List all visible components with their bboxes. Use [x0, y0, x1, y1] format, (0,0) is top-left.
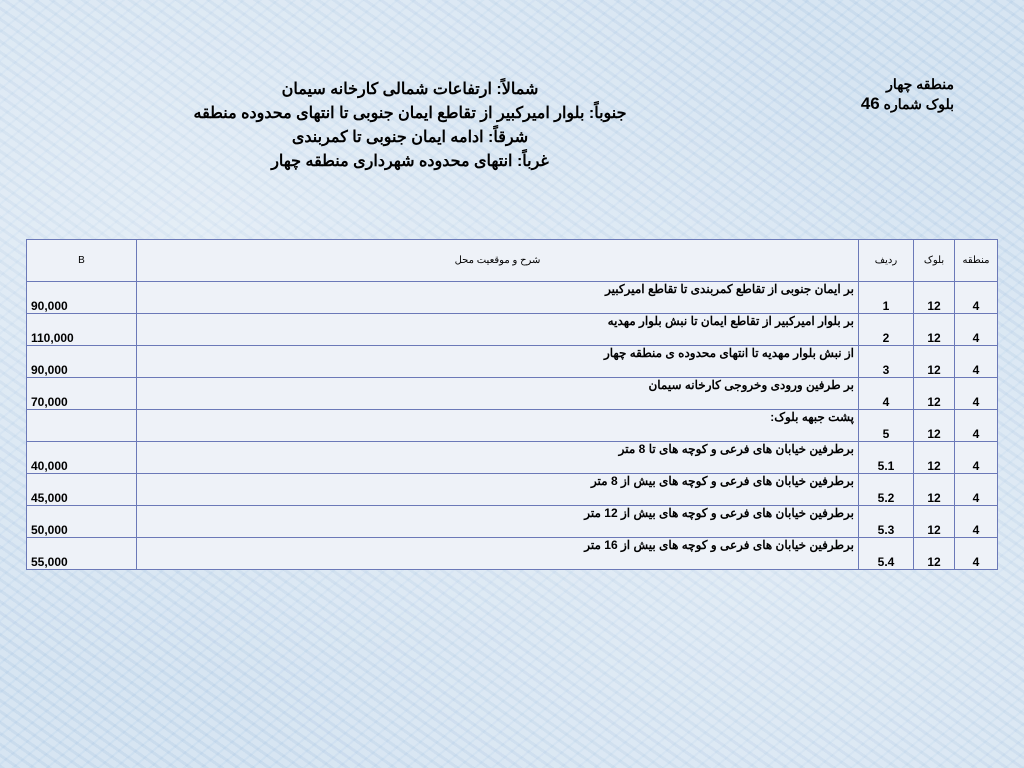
cell-region: 4 [955, 346, 998, 378]
cell-row: 2 [859, 314, 914, 346]
cell-region: 4 [955, 410, 998, 442]
cell-row: 4 [859, 378, 914, 410]
boundary-west: غرباً: انتهای محدوده شهرداری منطقه چهار [271, 153, 549, 170]
header-block: بلوک [914, 240, 955, 282]
cell-block: 12 [914, 378, 955, 410]
cell-row: 1 [859, 282, 914, 314]
table-row [27, 506, 998, 538]
cell-description: برطرفین خیابان های فرعی و کوچه های تا 8 متر [137, 442, 859, 474]
boundary-east: شرقاً: ادامه ایمان جنوبی تا کمربندی [291, 129, 529, 146]
table-row [27, 474, 998, 506]
cell-row: 5.3 [859, 506, 914, 538]
cell-price: 70,000 [27, 378, 137, 410]
cell-block: 12 [914, 410, 955, 442]
boundary-south: جنوباً: بلوار امیرکبیر از تقاطع ایمان جنوبی تا انتهای محدوده منطقه [193, 105, 627, 122]
cell-price [27, 410, 137, 442]
cell-region: 4 [955, 442, 998, 474]
cell-row: 5.2 [859, 474, 914, 506]
cell-description: برطرفین خیابان های فرعی و کوچه های بیش از 8 متر [137, 474, 859, 506]
cell-block: 12 [914, 442, 955, 474]
cell-row: 5.1 [859, 442, 914, 474]
block-label-line [814, 94, 954, 114]
region-name: منطقه چهار [886, 76, 954, 92]
cell-block: 12 [914, 282, 955, 314]
header-description: شرح و موقعیت محل [137, 240, 859, 282]
cell-price: 55,000 [27, 538, 137, 570]
cell-block: 12 [914, 314, 955, 346]
header-price: B [27, 240, 137, 282]
cell-price: 50,000 [27, 506, 137, 538]
block-label: بلوک شماره [883, 96, 954, 112]
cell-price: 90,000 [27, 346, 137, 378]
cell-region: 4 [955, 378, 998, 410]
table-row [27, 442, 998, 474]
cell-row: 5.4 [859, 538, 914, 570]
table-row [27, 410, 998, 442]
region-heading [814, 74, 954, 114]
cell-region: 4 [955, 538, 998, 570]
cell-region: 4 [955, 474, 998, 506]
cell-block: 12 [914, 506, 955, 538]
cell-region: 4 [955, 282, 998, 314]
cell-description: بر بلوار امیرکبیر از تقاطع ایمان تا نبش بلوار مهدیه [137, 314, 859, 346]
header-row: ردیف [859, 240, 914, 282]
price-table [26, 239, 998, 570]
cell-description: برطرفین خیابان های فرعی و کوچه های بیش از 16 متر [137, 538, 859, 570]
cell-description: برطرفین خیابان های فرعی و کوچه های بیش از 12 متر [137, 506, 859, 538]
boundary-north: شمالاً: ارتفاعات شمالی کارخانه سیمان [281, 81, 539, 98]
table-row [27, 282, 998, 314]
table-header-row [27, 240, 998, 282]
cell-price: 110,000 [27, 314, 137, 346]
cell-price: 40,000 [27, 442, 137, 474]
cell-row: 3 [859, 346, 914, 378]
cell-description: از نبش بلوار مهدیه تا انتهای محدوده ی منطقه چهار [137, 346, 859, 378]
header-region: منطقه [955, 240, 998, 282]
cell-block: 12 [914, 346, 955, 378]
cell-description: بر طرفین ورودی وخروجی کارخانه سیمان [137, 378, 859, 410]
cell-row: 5 [859, 410, 914, 442]
cell-price: 90,000 [27, 282, 137, 314]
boundaries-description [110, 78, 710, 174]
cell-description: پشت جبهه بلوک: [137, 410, 859, 442]
block-number: 46 [860, 94, 880, 113]
cell-region: 4 [955, 506, 998, 538]
table-row [27, 346, 998, 378]
table-row [27, 314, 998, 346]
cell-block: 12 [914, 474, 955, 506]
cell-description: بر ایمان جنوبی از تقاطع کمربندی تا تقاطع امیرکبیر [137, 282, 859, 314]
cell-region: 4 [955, 314, 998, 346]
table-row [27, 378, 998, 410]
table-row [27, 538, 998, 570]
cell-block: 12 [914, 538, 955, 570]
cell-price: 45,000 [27, 474, 137, 506]
